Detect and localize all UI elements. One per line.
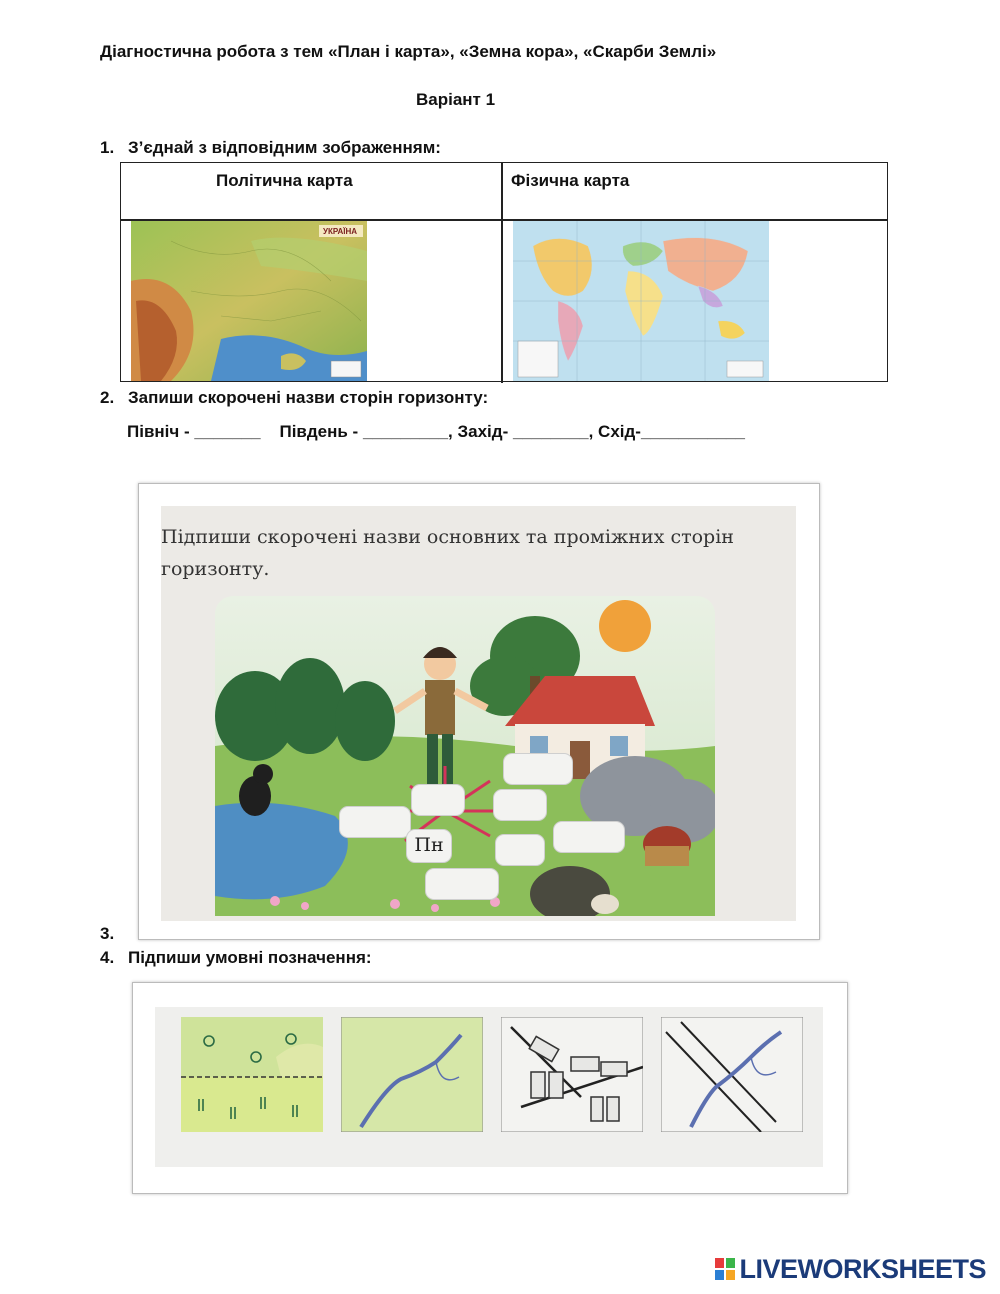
compass-box-north-east-small[interactable]	[493, 789, 547, 821]
compass-box-nw[interactable]	[411, 784, 465, 816]
task4-heading	[100, 948, 372, 968]
symbol-river[interactable]	[341, 1017, 483, 1132]
compass-box-south-east[interactable]	[495, 834, 545, 866]
task1-number: 1.	[100, 138, 115, 157]
south-label: Південь -	[279, 422, 359, 441]
variant-label: Варіант 1	[416, 90, 496, 109]
task2-answer-row	[127, 422, 745, 442]
compass-box-east[interactable]	[553, 821, 625, 853]
task3-picture-frame	[138, 483, 820, 940]
task2-text: Запиши скорочені назви сторін горизонту:	[128, 388, 489, 407]
task1-text: З’єднай з відповідним зображенням:	[128, 138, 441, 157]
task4-text: Підпиши умовні позначення:	[128, 948, 372, 967]
compass-box-west[interactable]	[339, 806, 411, 838]
page-title: Діагностична робота з тем «План і карта», «Земна кора», «Скарби Землі»	[100, 42, 717, 61]
symbol-settlement[interactable]	[501, 1017, 643, 1132]
task1-heading	[100, 138, 441, 158]
task1-table	[120, 162, 888, 382]
logo-icon	[715, 1258, 735, 1280]
column-political-map: Політична карта	[216, 171, 353, 190]
symbol-bridge[interactable]	[661, 1017, 803, 1132]
north-label: Північ -	[127, 422, 190, 441]
task4-number: 4.	[100, 948, 115, 967]
task3-number: 3.	[100, 924, 115, 943]
task3-caption-line2: горизонту.	[161, 558, 270, 580]
symbol-meadow-shrubs[interactable]	[181, 1017, 323, 1132]
political-world-map-image[interactable]	[513, 221, 769, 381]
physical-map-ukraine-image[interactable]	[131, 221, 367, 381]
logo-text: LIVEWORKSHEETS	[739, 1254, 986, 1284]
west-label: , Захід-	[448, 422, 509, 441]
east-label: , Схід-	[588, 422, 641, 441]
map-label-ukraine: УКРАЇНА	[323, 227, 358, 236]
south-blank[interactable]: _________	[362, 422, 449, 441]
west-blank[interactable]: ________	[512, 422, 589, 441]
east-blank[interactable]: ___________	[640, 422, 745, 441]
task4-photo	[155, 1007, 823, 1167]
task4-picture-frame	[132, 982, 848, 1194]
liveworksheets-logo	[715, 1254, 986, 1285]
column-physical-map: Фізична карта	[511, 171, 630, 190]
compass-box-ne[interactable]	[503, 753, 573, 785]
task2-number: 2.	[100, 388, 115, 407]
task3-photo	[161, 506, 796, 921]
task3-caption-line1: Підпиши скорочені назви основних та проміжних сторін	[161, 526, 734, 548]
compass-box-south[interactable]	[425, 868, 499, 900]
task2-heading	[100, 388, 488, 408]
apple-basket-icon	[643, 826, 691, 866]
compass-box-north: Пн	[406, 829, 452, 863]
sun-icon	[599, 600, 651, 652]
north-blank[interactable]: _______	[194, 422, 261, 441]
